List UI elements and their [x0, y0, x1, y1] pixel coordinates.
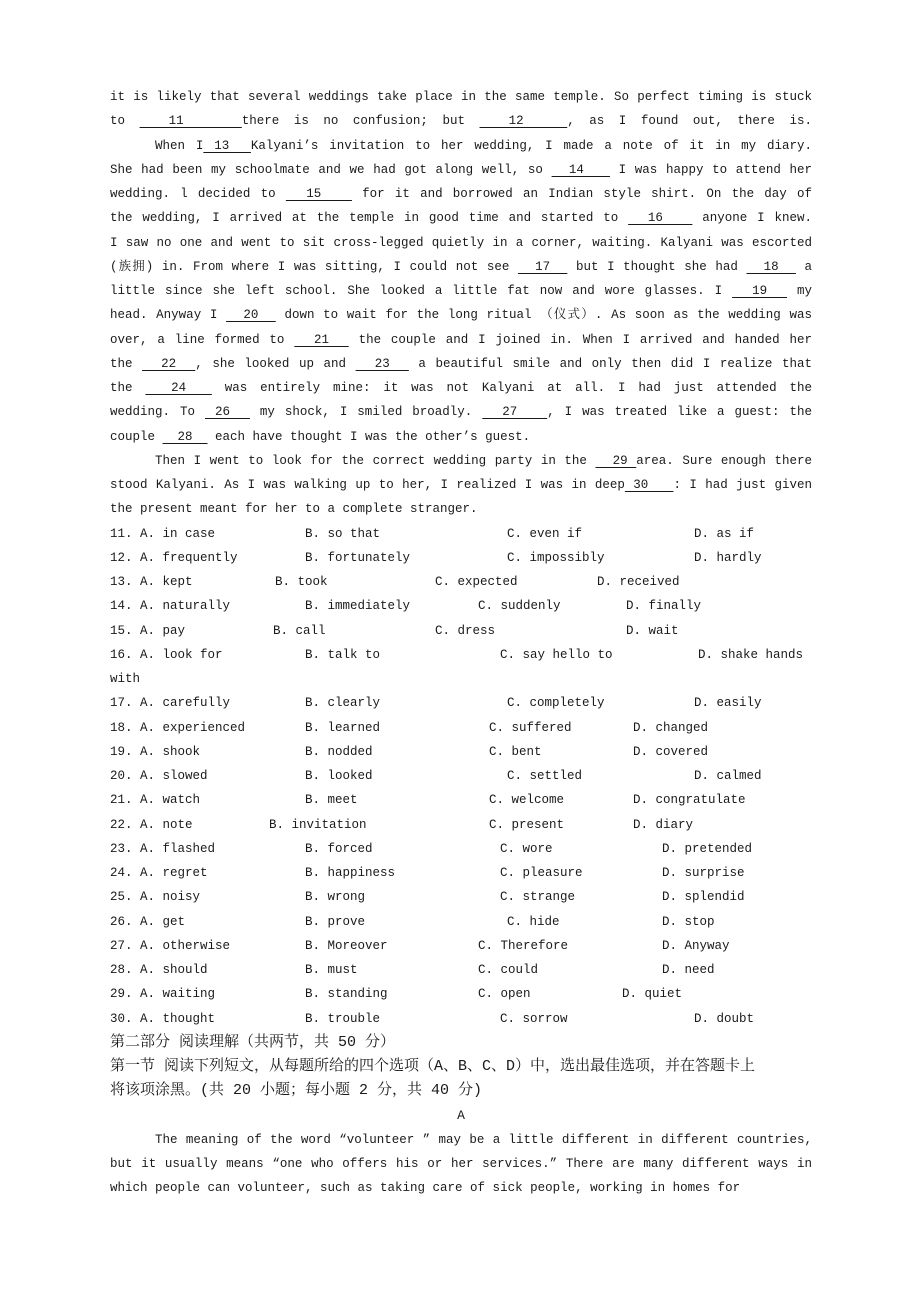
blank-18: 18 — [746, 259, 796, 274]
blank-21: 21 — [294, 332, 349, 347]
option-d: D. as if — [694, 526, 755, 541]
cloze-text: , I was treated like a guest: the — [547, 405, 812, 420]
option-b: B. looked — [305, 769, 373, 783]
option-c: C. say hello to — [500, 647, 613, 662]
cloze-options-list — [110, 522, 812, 1031]
option-b: B. immediately — [305, 599, 411, 614]
option-c: C. settled — [507, 769, 583, 783]
section1-instructions-line2: 将该项涂黑。(共 20 小题；每小题 2 分，共 40 分) — [110, 1082, 483, 1100]
option-a: A. otherwise — [140, 938, 231, 953]
question-row-29 — [110, 982, 812, 1006]
cloze-text: it is likely that several weddings take place in the same temple. So perfect timing is stuck — [110, 90, 812, 104]
option-b: B. standing — [305, 987, 388, 1002]
cloze-line-17 — [110, 473, 812, 497]
cloze-line-11 — [110, 328, 812, 352]
option-d: D. need — [662, 963, 715, 977]
question-row-23 — [110, 837, 812, 861]
question-number: 19. — [110, 744, 133, 759]
option-c: C. pleasure — [500, 866, 583, 880]
question-row-12 — [110, 546, 812, 570]
option-c: C. dress — [435, 623, 496, 638]
option-b: B. took — [275, 575, 328, 589]
option-a: A. shook — [140, 744, 201, 759]
question-number: 14. — [110, 599, 133, 614]
option-d: D. covered — [633, 744, 709, 759]
option-b: B. forced — [305, 841, 373, 856]
cloze-text: a beautiful smile and only then did I realize that — [408, 356, 812, 371]
blank-11: 11 — [139, 114, 242, 129]
blank-12: 12 — [479, 114, 568, 129]
blank-27: 27 — [482, 405, 548, 420]
cloze-text: the — [110, 356, 143, 371]
option-c: C. wore — [500, 841, 553, 856]
option-d: D. surprise — [662, 866, 745, 880]
option-a: A. regret — [140, 866, 208, 880]
option-a: A. in case — [140, 526, 216, 541]
cloze-text: wedding. To — [110, 405, 205, 420]
cloze-text: Then I went to look for the correct wedding party in the — [155, 453, 596, 468]
cloze-text: the — [110, 381, 146, 395]
cloze-text: , as I found out, there is. — [567, 114, 812, 129]
question-number: 20. — [110, 769, 133, 783]
question-number: 17. — [110, 696, 133, 711]
question-row-18 — [110, 716, 812, 740]
section1-instructions-line1: 第一节 阅读下列短文，从每题所给的四个选项（A、B、C、D）中，选出最佳选项，并在答题卡上 — [110, 1058, 756, 1076]
question-number: 13. — [110, 575, 133, 589]
option-d: D. changed — [633, 720, 709, 735]
question-number: 21. — [110, 793, 133, 808]
question-row-25 — [110, 885, 812, 909]
cloze-text: but I thought she had — [567, 259, 747, 274]
cloze-line-15 — [110, 425, 812, 449]
option-b: B. invitation — [269, 817, 367, 832]
question-number: 16. — [110, 647, 133, 662]
option-c: C. suddenly — [478, 599, 561, 614]
option-a: A. carefully — [140, 696, 231, 711]
option-c: C. impossibly — [507, 550, 605, 565]
cloze-line-3 — [110, 134, 812, 158]
option-d: D. finally — [626, 599, 702, 614]
blank-19: 19 — [732, 284, 788, 298]
option-a: A. pay — [140, 623, 186, 638]
question-number: 29. — [110, 987, 133, 1002]
question-row-27 — [110, 934, 812, 958]
option-d: D. splendid — [662, 890, 745, 905]
cloze-text: anyone I knew. — [692, 211, 812, 226]
blank-24: 24 — [145, 381, 212, 395]
cloze-text: for it and borrowed an Indian style shirt. On the day of — [351, 187, 812, 201]
cloze-text: I saw no one and went to sit cross-legged quietly in a corner, waiting. Kalyani was escorted — [110, 235, 812, 250]
option-b: B. clearly — [305, 696, 381, 711]
cloze-text: She had been my schoolmate and we had got along well, so — [110, 162, 552, 177]
blank-23: 23 — [355, 356, 409, 371]
cloze-text: down to wait for the long ritual （仪式）. As soon as the wedding was — [275, 308, 812, 323]
question-row-24 — [110, 861, 812, 885]
question-row-26 — [110, 910, 812, 934]
option-a: A. should — [140, 963, 208, 977]
question-number: 11. — [110, 526, 133, 541]
option-b: B. talk to — [305, 647, 381, 662]
option-c: C. strange — [500, 890, 576, 905]
option-c: C. hide — [507, 914, 560, 929]
question-number: 28. — [110, 963, 133, 977]
question-row-13 — [110, 570, 812, 594]
document-page — [110, 85, 812, 1201]
option-c: C. Therefore — [478, 938, 569, 953]
option-a: A. naturally — [140, 599, 231, 614]
cloze-line-18 — [110, 497, 812, 521]
option-c: C. completely — [507, 696, 605, 711]
cloze-text: little since she left school. She looked a little fat now and wore glasses. I — [110, 284, 733, 298]
cloze-passage — [110, 85, 812, 522]
option-b: B. prove — [305, 914, 366, 929]
option-a: A. watch — [140, 793, 201, 808]
question-number: 30. — [110, 1011, 133, 1026]
option-d: D. quiet — [622, 987, 683, 1002]
option-a: A. frequently — [140, 550, 238, 565]
question-row-17 — [110, 691, 812, 715]
cloze-line-6 — [110, 206, 812, 230]
cloze-text: was entirely mine: it was not Kalyani at all. I had just attended the — [211, 381, 812, 395]
option-b: B. fortunately — [305, 550, 411, 565]
cloze-line-1 — [110, 85, 812, 109]
option-d: D. congratulate — [633, 793, 746, 808]
question-row-21 — [110, 788, 812, 812]
passage-a-label: A — [457, 1107, 465, 1123]
question-number: 25. — [110, 890, 133, 905]
cloze-text: the wedding, I arrived at the temple in good time and started to — [110, 211, 629, 226]
option-a: A. thought — [140, 1011, 216, 1026]
cloze-line-10 — [110, 303, 812, 327]
option-d: D. received — [597, 575, 680, 589]
blank-16: 16 — [628, 211, 693, 226]
question-number: 27. — [110, 938, 133, 953]
cloze-text: to — [110, 114, 140, 129]
cloze-text: my — [787, 284, 812, 298]
option-c: C. could — [478, 963, 539, 977]
blank-26: 26 — [204, 405, 250, 420]
cloze-line-4 — [110, 158, 812, 182]
question-number: 26. — [110, 914, 133, 929]
blank-13: 13 — [203, 138, 251, 153]
option-c: C. open — [478, 987, 531, 1002]
option-c: C. even if — [507, 526, 583, 541]
option-a: A. look for — [140, 647, 223, 662]
option-d: D. pretended — [662, 841, 753, 856]
cloze-text: a — [795, 259, 812, 274]
option-a: A. waiting — [140, 987, 216, 1002]
question-row-28 — [110, 958, 812, 982]
question-number: 15. — [110, 623, 133, 638]
option-b: B. learned — [305, 720, 381, 735]
cloze-line-9 — [110, 279, 812, 303]
question-number: 12. — [110, 550, 133, 565]
cloze-text: : I had just given — [673, 478, 812, 492]
cloze-text: the couple and I joined in. When I arrived and handed her — [348, 332, 812, 347]
cloze-line-8 — [110, 255, 812, 279]
option-a: A. kept — [140, 575, 193, 589]
option-a: A. slowed — [140, 769, 208, 783]
blank-29: 29 — [595, 453, 637, 468]
cloze-text: , she looked up and — [195, 356, 356, 371]
option-b: B. meet — [305, 793, 358, 808]
cloze-text: Kalyani’s invitation to her wedding, I made a note of it in my diary. — [250, 138, 812, 153]
question-row-15 — [110, 619, 812, 643]
cloze-text: I was happy to attend her — [609, 162, 812, 177]
option-d: D. Anyway — [662, 938, 730, 953]
cloze-text: couple — [110, 429, 163, 444]
question-number: 18. — [110, 720, 133, 735]
option-b: B. call — [273, 623, 326, 638]
cloze-line-12 — [110, 352, 812, 376]
cloze-text: each have thought I was the other’s guest. — [207, 429, 531, 444]
cloze-text: over, a line formed to — [110, 332, 295, 347]
cloze-line-13 — [110, 376, 812, 400]
question-row-11 — [110, 522, 812, 546]
option-b: B. wrong — [305, 890, 366, 905]
blank-22: 22 — [142, 356, 196, 371]
cloze-text: head. Anyway I — [110, 308, 227, 323]
option-d: D. hardly — [694, 550, 762, 565]
question-row-14 — [110, 594, 812, 618]
option-b: B. nodded — [305, 744, 373, 759]
cloze-text: stood Kalyani. As I was walking up to her, I realized I was in deep — [110, 478, 625, 492]
blank-14: 14 — [551, 162, 610, 177]
part2-heading: 第二部分 阅读理解（共两节，共 50 分） — [110, 1033, 396, 1051]
option-b: B. must — [305, 963, 358, 977]
option-d: D. diary — [633, 817, 694, 832]
cloze-text: my shock, I smiled broadly. — [249, 405, 483, 420]
cloze-text: (族拥) in. From where I was sitting, I could not see — [110, 259, 518, 274]
option-a: A. get — [140, 914, 186, 929]
option-b: B. Moreover — [305, 938, 388, 953]
cloze-line-2 — [110, 109, 812, 133]
blank-20: 20 — [226, 308, 276, 323]
passage-a-text: The meaning of the word “volunteer ” may be a little different in different countries, but it usually means “one who offers his or her services.” There are many different ways in which people can volunteer, such as taking care of sick people, working in homes for — [110, 1132, 812, 1196]
question-row-16 — [110, 643, 812, 667]
cloze-text: area. Sure enough there — [636, 453, 812, 468]
option-d: D. shake hands — [698, 647, 804, 662]
option-c: C. expected — [435, 575, 518, 589]
option-b: B. trouble — [305, 1011, 381, 1026]
question-row-19 — [110, 740, 812, 764]
option-a: A. experienced — [140, 720, 246, 735]
blank-30: 30 — [624, 478, 674, 492]
option-c: C. welcome — [489, 793, 565, 808]
cloze-line-16 — [110, 449, 812, 473]
cloze-text: there is no confusion; but — [241, 114, 480, 129]
cloze-line-7 — [110, 231, 812, 255]
question-row-22 — [110, 813, 812, 837]
question-number: 22. — [110, 817, 133, 832]
cloze-text: wedding. l decided to — [110, 187, 286, 201]
option-c: C. bent — [489, 744, 542, 759]
option-d: D. doubt — [694, 1011, 755, 1026]
option-a: A. note — [140, 817, 193, 832]
option-d: D. calmed — [694, 769, 762, 783]
blank-15: 15 — [285, 187, 352, 201]
blank-28: 28 — [162, 429, 208, 444]
cloze-line-5 — [110, 182, 812, 206]
option-a: A. flashed — [140, 841, 216, 856]
option-c: C. suffered — [489, 720, 572, 735]
option-b: B. so that — [305, 526, 381, 541]
option-d: D. wait — [626, 623, 679, 638]
question-row-20 — [110, 764, 812, 788]
option-d: D. stop — [662, 914, 715, 929]
blank-17: 17 — [517, 259, 568, 274]
question-16-wrap: with — [110, 672, 141, 686]
option-c: C. sorrow — [500, 1011, 568, 1026]
question-number: 23. — [110, 841, 133, 856]
cloze-line-14 — [110, 400, 812, 424]
option-b: B. happiness — [305, 866, 396, 880]
option-a: A. noisy — [140, 890, 201, 905]
cloze-text: the present meant for her to a complete stranger. — [110, 502, 478, 517]
option-d: D. easily — [694, 696, 762, 711]
question-number: 24. — [110, 866, 133, 880]
cloze-text: When I — [155, 138, 204, 153]
question-row-30 — [110, 1007, 812, 1031]
option-c: C. present — [489, 817, 565, 832]
